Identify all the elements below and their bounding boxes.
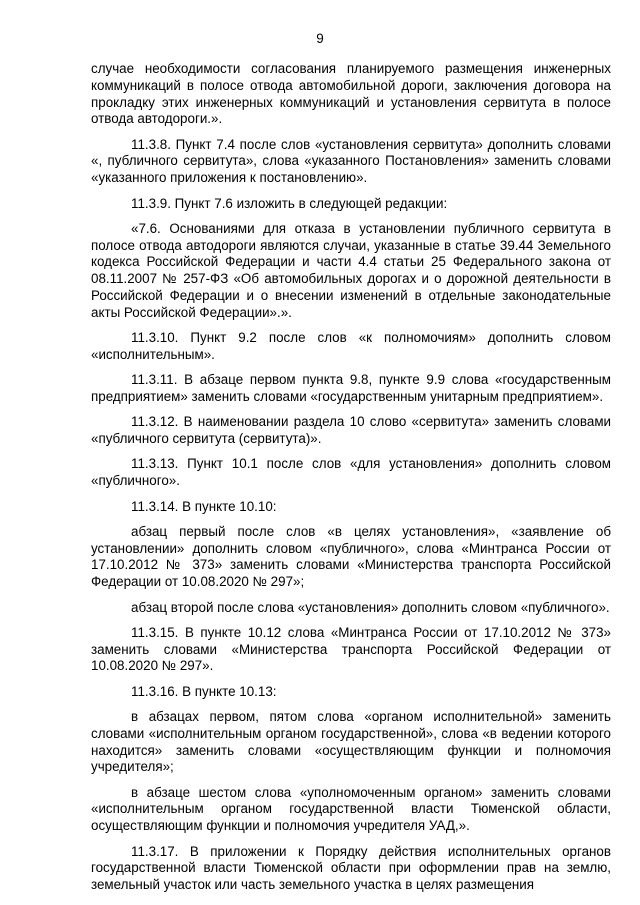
paragraph: 11.3.13. Пункт 10.1 после слов «для установления» дополнить словом «публичного». xyxy=(91,456,611,489)
paragraph: 11.3.17. В приложении к Порядку действия исполнительных органов государственной власти Тюменской области при оформлении прав на землю, земельный участок или часть земельного участка в целях размещения xyxy=(91,843,611,893)
paragraph: 11.3.15. В пункте 10.12 слова «Минтранса России от 17.10.2012 № 373» заменить словами «Министерства транспорта Российской Федерации от 10.08.2020 № 297». xyxy=(91,624,611,674)
paragraph: 11.3.9. Пункт 7.6 изложить в следующей редакции: xyxy=(131,195,448,211)
paragraph: 11.3.12. В наименовании раздела 10 слово «сервитута» заменить словами «публичного сервитута (сервитута)». xyxy=(91,414,611,447)
paragraph: 11.3.10. Пункт 9.2 после слов «к полномочиям» дополнить словом «исполнительным». xyxy=(91,330,611,362)
document-body xyxy=(91,61,611,902)
paragraph: в абзаце шестом слова «уполномоченным органом» заменить словами «исполнительным органом государственной власти Тюменской области, осуществляющим функции и полномочия учредителя УАД,». xyxy=(91,784,611,834)
paragraph: 11.3.8. Пункт 7.4 после слов «установления сервитута» дополнить словами «, публичного сервитута», слова «указанного Постановления» заменить словами «указанного приложения к постановлению». xyxy=(91,136,611,186)
paragraph: 11.3.14. В пункте 10.10: xyxy=(131,498,277,514)
paragraph: 11.3.16. В пункте 10.13: xyxy=(131,683,277,699)
paragraph: случае необходимости согласования планируемого размещения инженерных коммуникаций в полосе отвода автомобильной дороги, заключения договора на прокладку этих инженерных коммуникаций и установления сервитута в полосе отвода автодороги.». xyxy=(91,61,611,127)
paragraph: абзац первый после слов «в целях установления», «заявление об установлении» дополнить словом «публичного», слова «Минтранса России от 17.10.2012 № 373» заменить словами «Министерства транспорта Российской Федерации от 10.08.2020 № 297»; xyxy=(91,523,611,590)
paragraph: 11.3.11. В абзаце первом пункта 9.8, пункте 9.9 слова «государственным предприятием» заменить словами «государственным унитарным предприятием». xyxy=(91,372,611,405)
paragraph: абзац второй после слова «установления» дополнить словом «публичного». xyxy=(131,599,610,615)
paragraph: «7.6. Основаниями для отказа в установлении публичного сервитута в полосе отвода автодороги являются случаи, указанные в статье 39.44 Земельного кодекса Российской Федерации и части 4.4 статьи 25 Федерального закона от 08.11.2007 № 257-ФЗ «Об автомобильных дорогах и о дорожной деятельности в Российской Федерации и о внесении изменений в отдельные законодательные акты Российской Федерации».». xyxy=(91,220,611,320)
page-number: 9 xyxy=(316,31,324,46)
paragraph: в абзацах первом, пятом слова «органом исполнительной» заменить словами «исполнительным органом государственной», слова «в ведении которого находится» заменить словами «осуществляющим функции и полномочия учредителя»; xyxy=(91,709,611,775)
